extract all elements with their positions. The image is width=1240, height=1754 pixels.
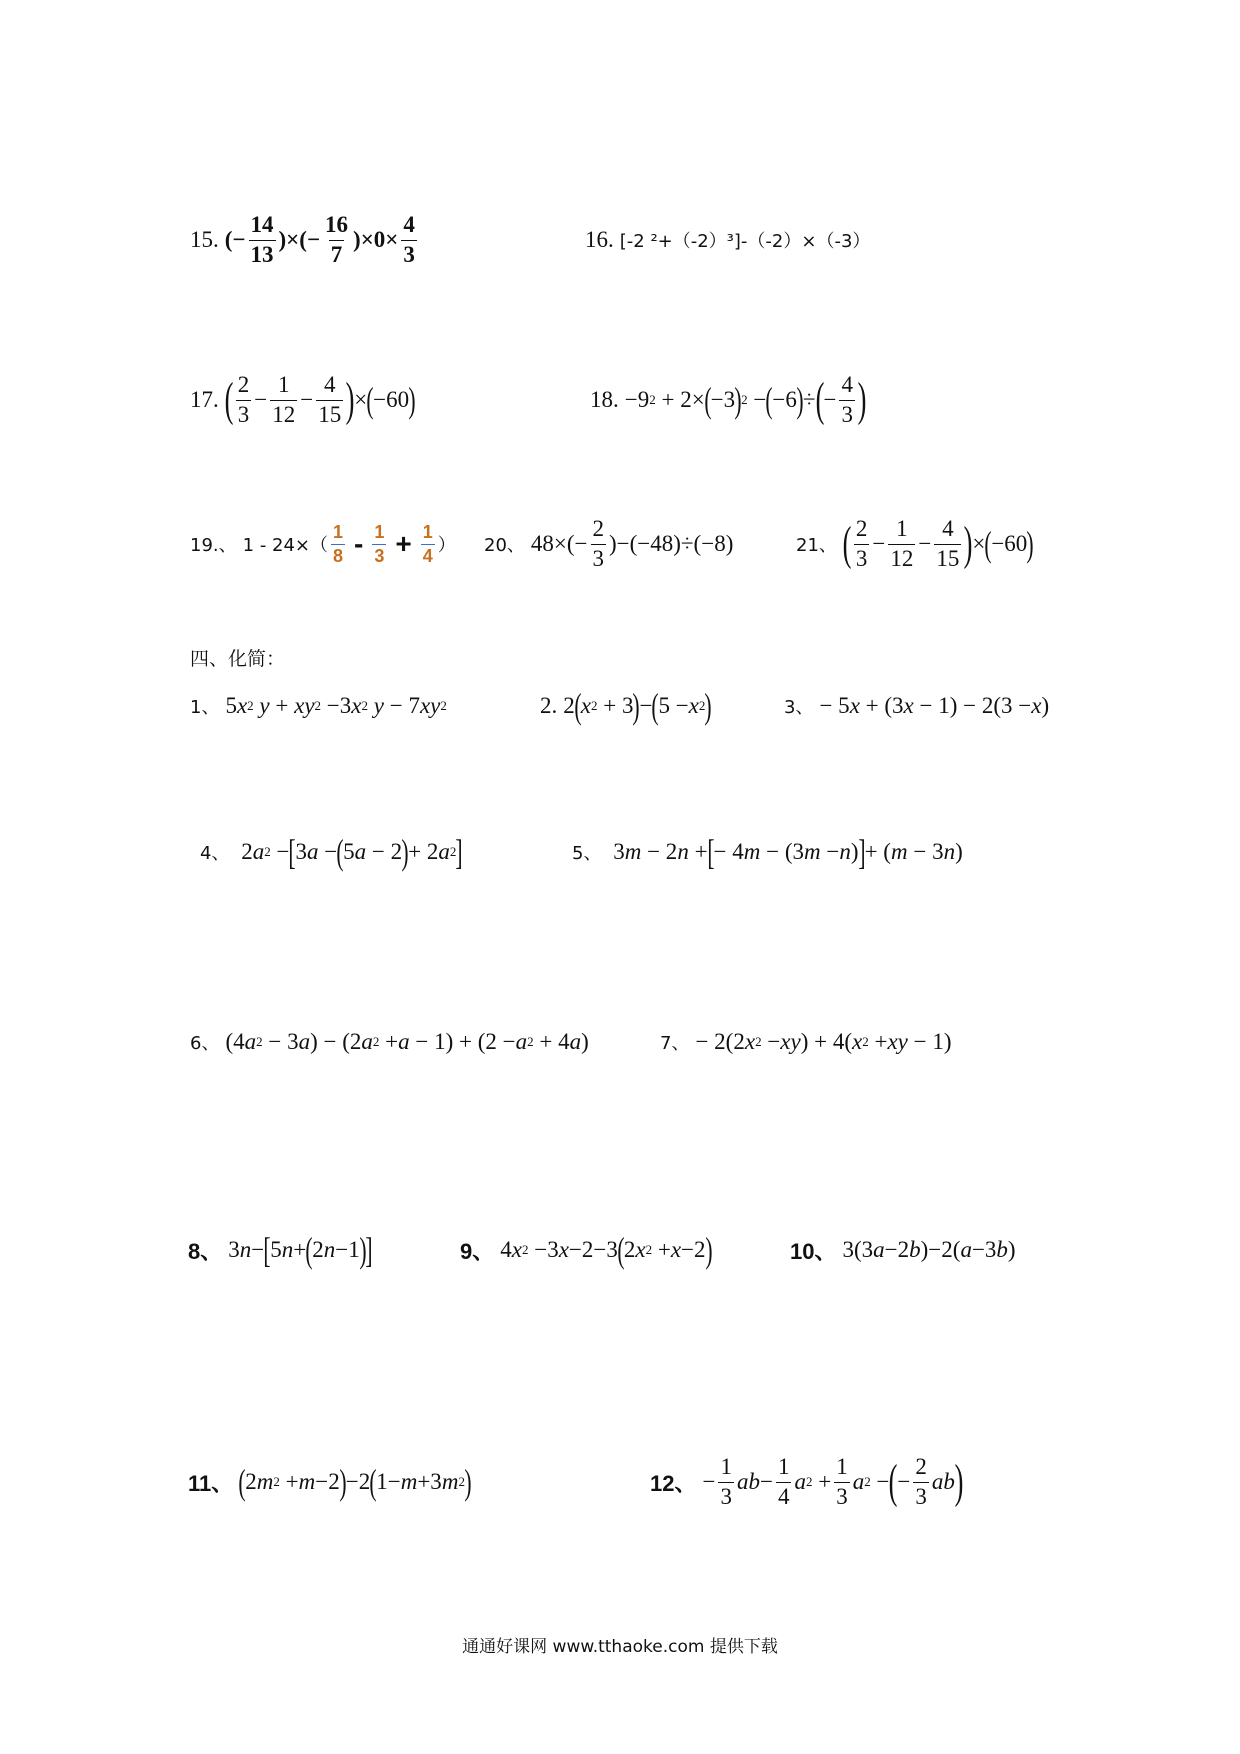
simplify-12 [650, 1442, 963, 1522]
simplify-3-label: 3、 [784, 697, 814, 718]
simplify-12-label: 12、 [650, 1470, 697, 1496]
simplify-12-expression: − $\frac{1}{3}$ ab − $\frac{1}{4}$ a 2 + $\frac{1}{3}$ a 2 − ( − $\frac{2}{3}$ ab ) [702, 1454, 964, 1509]
problem-20-label: 20、 [484, 535, 525, 556]
simplify-1-label: 1、 [190, 697, 220, 718]
problem-15-label: 15. [190, 227, 219, 252]
problem-21-label: 21、 [796, 535, 837, 556]
problem-19-expression: 1 - 24×（ $\frac{1}{8}$ - $\frac{1}{3}$ + $\frac{1}{4}$ ） [242, 521, 456, 566]
simplify-8-expression: 3 n − [ 5 n + ( 2 n −1 ) ] [228, 1230, 373, 1270]
simplify-row-11-12 [0, 1442, 1240, 1522]
simplify-2 [540, 666, 711, 746]
simplify-11-expression: ( 2 m 2 + m −2 ) −2 ( 1− m +3 m 2 ) [238, 1462, 472, 1502]
simplify-6 [190, 1002, 589, 1082]
simplify-10-label: 10、 [790, 1238, 837, 1264]
simplify-11 [188, 1442, 471, 1522]
problem-20-expression: 48×(− $\frac{2}{3}$ )−(−48)÷(−8) [530, 516, 734, 571]
problem-15-expression: (− $\frac{14}{13}$ )×(− $\frac{16}{7}$ )×0× $\frac{4}{3}$ [224, 212, 415, 267]
simplify-3-expression: − 5 x + (3 x − 1) − 2(3 − x ) [819, 693, 1050, 718]
simplify-6-label: 6、 [190, 1033, 220, 1054]
problem-21-expression: ( $\frac{2}{3}$ − $\frac{1}{12}$ − $\frac{4}{15}$ ) × ( −60 ) [842, 516, 1034, 571]
problem-17 [190, 360, 415, 440]
simplify-5-label: 5、 [572, 843, 602, 864]
section-heading: 四、化简： [190, 648, 286, 670]
simplify-4-expression: 2 a 2 − [ 3 a − ( 5 a − 2 ) + 2 a 2 ] [235, 832, 463, 872]
problem-20 [484, 504, 733, 584]
simplify-2-label: 2. [540, 693, 558, 718]
simplify-3 [784, 666, 1049, 746]
simplify-9 [460, 1210, 712, 1290]
simplify-9-expression: 4 x 2 −3 x −2−3 ( 2 x 2 + x −2 ) [500, 1230, 713, 1270]
simplify-row-4-5 [0, 812, 1240, 892]
simplify-row-1-3 [0, 666, 1240, 746]
simplify-4 [200, 812, 462, 892]
simplify-10-expression: 3(3 a −2 b )−2( a −3 b ) [842, 1237, 1016, 1262]
simplify-2-expression: 2 ( x 2 + 3 ) − ( 5 − x 2 ) [563, 686, 712, 726]
problem-16-label: 16. [585, 227, 614, 252]
simplify-1-expression: 5 x 2 y + xy 2 −3 x 2 y − 7 xy 2 [225, 693, 447, 718]
simplify-9-label: 9、 [460, 1238, 495, 1264]
simplify-8 [188, 1210, 372, 1290]
simplify-7 [660, 1002, 952, 1082]
problem-row-17-18 [0, 360, 1240, 440]
problem-18 [590, 360, 866, 440]
simplify-10 [790, 1210, 1016, 1290]
problem-row-15-16 [0, 200, 1240, 280]
problem-row-19-21 [0, 504, 1240, 584]
problem-16-expression: [-2 ²+（-2）³]-（-2）×（-3） [619, 231, 871, 252]
simplify-7-expression: − 2(2 x 2 − xy ) + 4( x 2 + xy − 1) [695, 1029, 952, 1054]
simplify-row-6-7 [0, 1002, 1240, 1082]
simplify-row-8-10 [0, 1210, 1240, 1290]
problem-19-label: 19.、 [190, 535, 237, 556]
problem-17-label: 17. [190, 387, 219, 412]
problem-18-label: 18. [590, 387, 619, 412]
simplify-4-label: 4、 [200, 843, 230, 864]
footer-text: 通通好课网 www.tthaoke.com 提供下载 [462, 1637, 778, 1657]
problem-16 [585, 200, 870, 280]
problem-21 [796, 504, 1033, 584]
problem-19 [190, 504, 456, 584]
simplify-6-expression: (4 a 2 − 3 a ) − (2 a 2 + a − 1) + (2 − a 2 + 4 a ) [225, 1029, 589, 1054]
problem-17-expression: ( $\frac{2}{3}$ − $\frac{1}{12}$ − $\frac{4}{15}$ ) × ( −60 ) [224, 372, 416, 427]
simplify-8-label: 8、 [188, 1238, 223, 1264]
simplify-5-expression: 3 m − 2 n + [ − 4 m − (3 m − n ) ] + ( m − 3 n ) [607, 832, 963, 872]
simplify-7-label: 7、 [660, 1033, 690, 1054]
simplify-5 [572, 812, 963, 892]
simplify-11-label: 11、 [188, 1470, 234, 1496]
problem-18-expression: −9 2 + 2× ( −3 ) 2 − ( −6 ) ÷ ( − $\frac{4}{3}$ ) [624, 372, 867, 427]
problem-15 [190, 200, 420, 280]
simplify-1 [190, 666, 447, 746]
